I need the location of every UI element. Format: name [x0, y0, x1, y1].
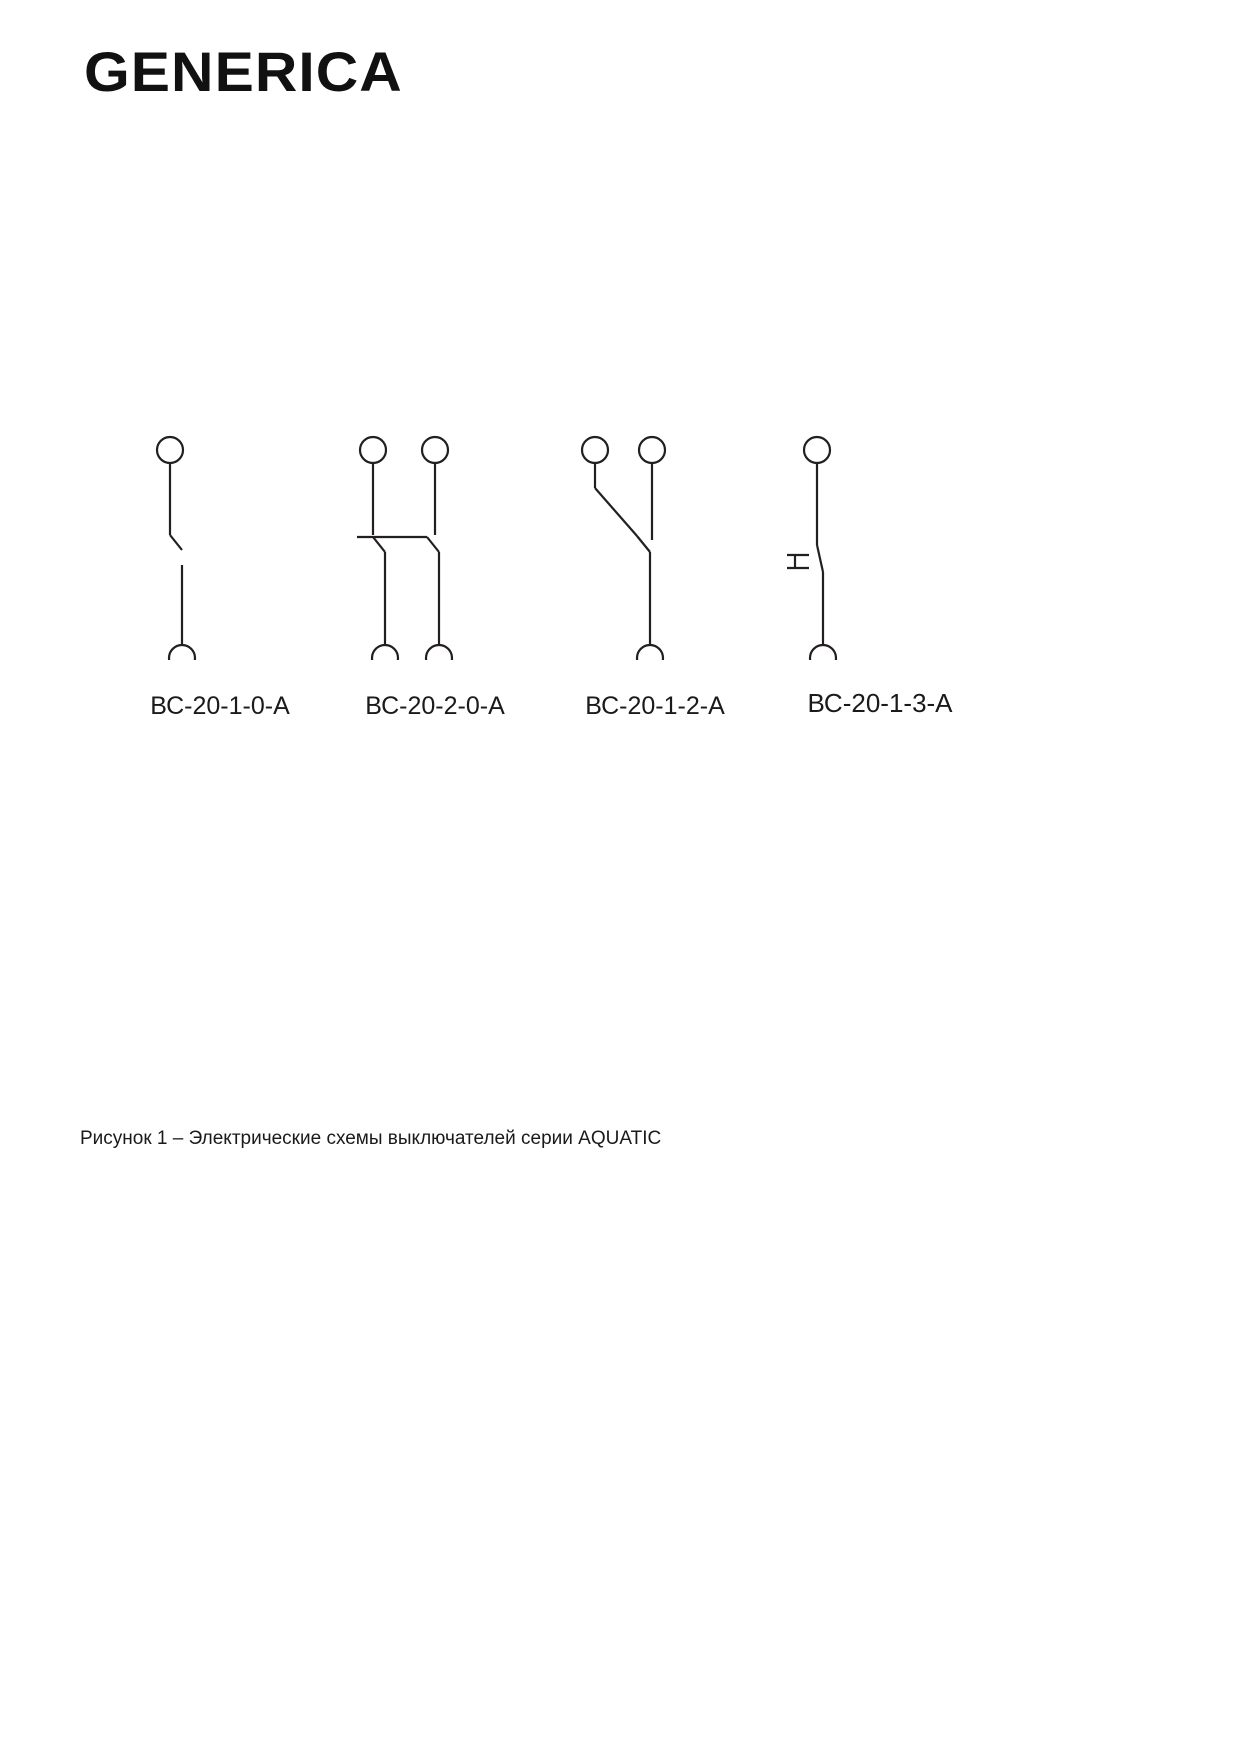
schematic-1-drawing — [120, 400, 320, 660]
terminal-circle — [372, 645, 398, 660]
terminal-circle — [169, 645, 195, 660]
schematic-4-drawing — [775, 400, 975, 660]
schematic-vs-20-1-0-a — [120, 400, 320, 660]
schematic-label-3: ВС-20-1-2-А — [585, 692, 725, 720]
brand-logo: GENERICA — [84, 40, 403, 103]
schematic-label-2: ВС-20-2-0-А — [365, 692, 505, 720]
switch-blade — [170, 535, 182, 550]
switch-blade-left — [373, 537, 385, 552]
terminal-circle — [810, 645, 836, 660]
terminal-circle — [582, 437, 608, 463]
schematic-3-drawing — [555, 400, 755, 660]
terminal-circle — [157, 437, 183, 463]
schematic-2-drawing — [335, 400, 535, 660]
schematic-label-1: ВС-20-1-0-А — [150, 692, 290, 720]
terminal-circle — [637, 645, 663, 660]
schematic-label-4: ВС-20-1-3-А — [807, 688, 953, 718]
schematic-vs-20-1-3-a — [775, 400, 975, 660]
switch-blade-right — [427, 537, 439, 552]
changeover-contact — [595, 488, 637, 536]
switch-blade — [817, 545, 823, 572]
terminal-circle — [639, 437, 665, 463]
terminal-circle — [360, 437, 386, 463]
figure-caption: Рисунок 1 – Электрические схемы выключателей серии AQUATIC — [80, 1128, 662, 1149]
terminal-circle — [426, 645, 452, 660]
terminal-circle — [804, 437, 830, 463]
schematics-diagram — [0, 400, 1239, 780]
switch-blade — [637, 536, 650, 552]
schematic-vs-20-1-2-a — [555, 400, 755, 660]
schematic-vs-20-2-0-a — [335, 400, 535, 660]
terminal-circle — [422, 437, 448, 463]
